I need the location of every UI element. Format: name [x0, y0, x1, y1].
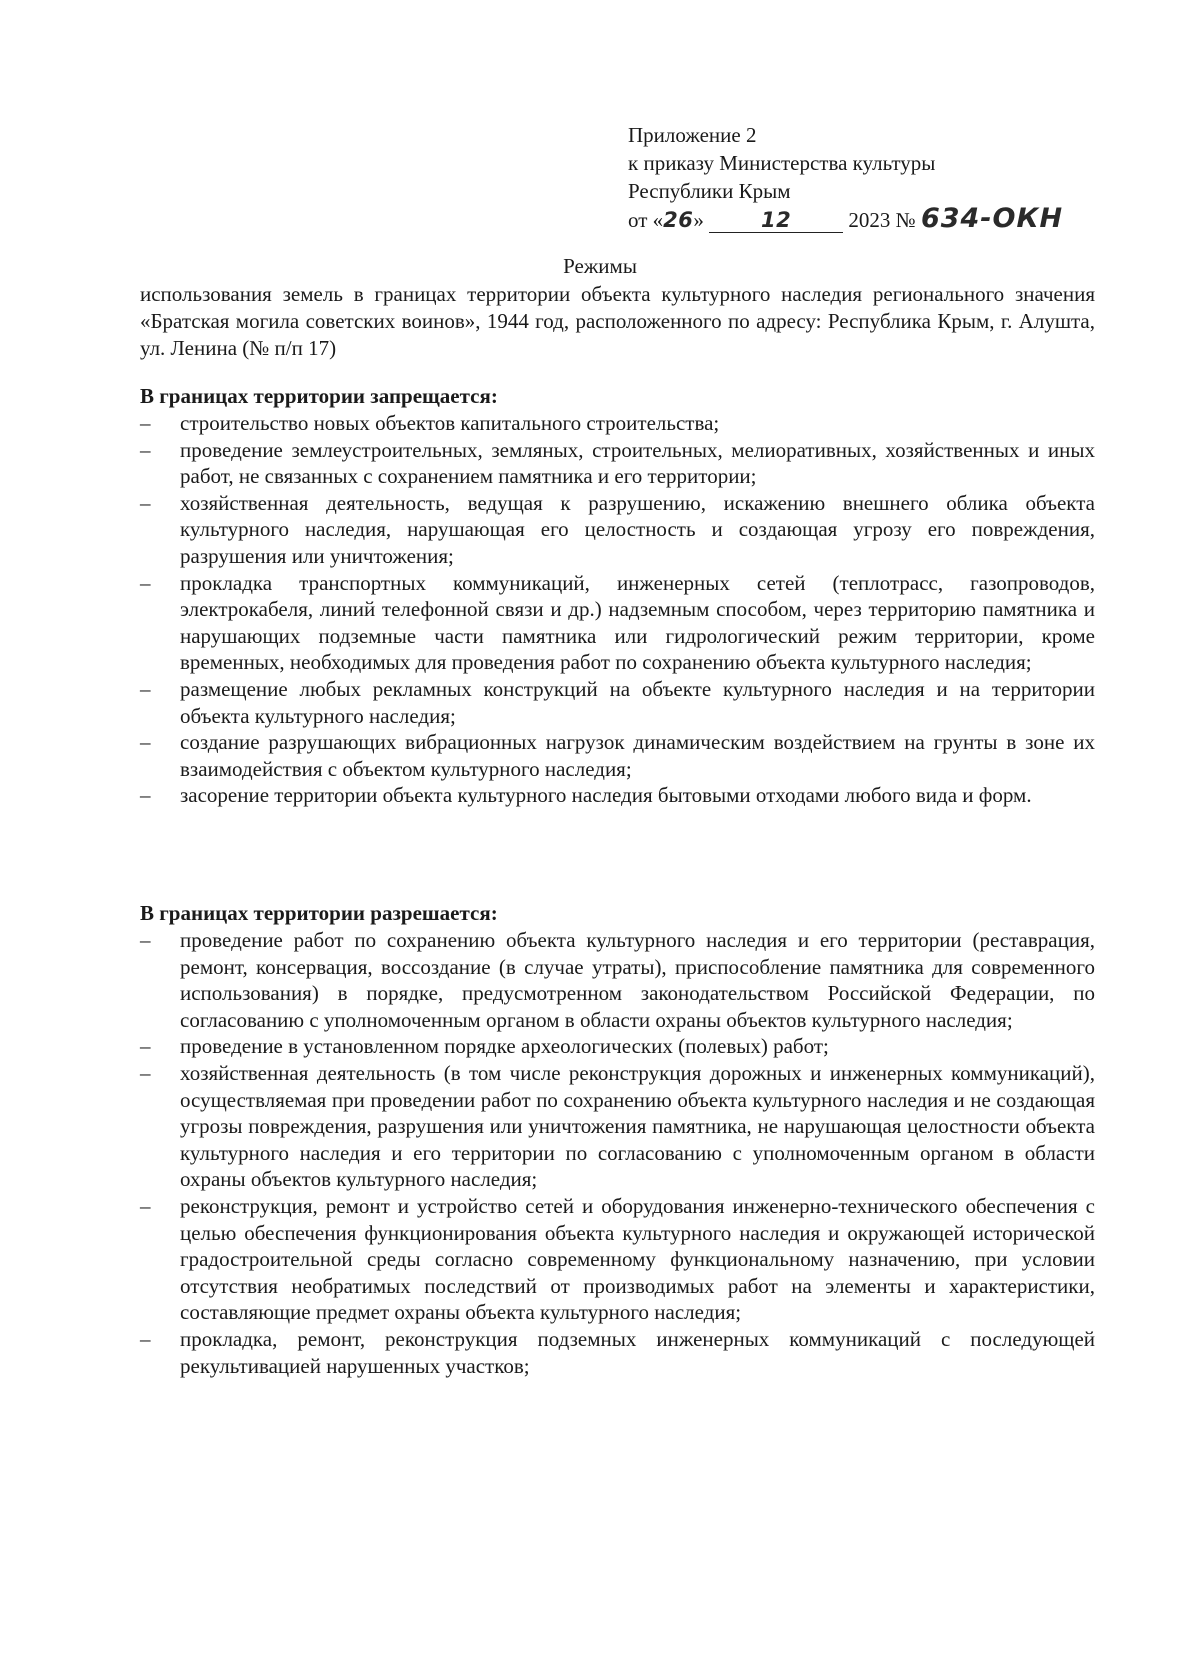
- document-title: Режимы: [563, 254, 637, 278]
- republic-name: Республики Крым: [628, 179, 791, 203]
- allowed-list: [140, 927, 1095, 1379]
- list-item-text: прокладка, ремонт, реконструкция подземных инженерных коммуникаций с последующей рекультивацией нарушенных участков;: [180, 1326, 1095, 1378]
- date-day: 26: [663, 208, 694, 232]
- list-item-text: проведение работ по сохранению объекта культурного наследия и его территории (реставрация, ремонт, консервация, воссоздание (в случае утраты), приспособление памятника для современного использования) в порядке, предусмотренном законодательством Российской Федерации, по согласованию с уполномоченным органом в области охраны объектов культурного наследия;: [180, 928, 1095, 1032]
- list-item-text: реконструкция, ремонт и устройство сетей и оборудования инженерно-технического обеспечения с целью обеспечения функционирования объекта культурного наследия и окружающей исторической градостроительной среды согласно современному функциональному назначению, при условии отсутствия необратимых последствий от производимых работ на элементы и характеристики, составляющие предмет охраны объекта культурного наследия;: [180, 1193, 1095, 1325]
- list-dash: –: [140, 490, 151, 515]
- list-dash: –: [140, 676, 151, 701]
- list-item: [140, 729, 1095, 782]
- forbidden-heading: В границах территории запрещается:: [140, 384, 498, 408]
- list-item: [140, 1060, 1095, 1193]
- list-item: [140, 410, 1095, 437]
- list-dash: –: [140, 1193, 151, 1218]
- list-dash: –: [140, 1326, 151, 1351]
- list-item: [140, 676, 1095, 729]
- allowed-heading: В границах территории разрешается:: [140, 901, 498, 925]
- list-item: [140, 782, 1095, 809]
- list-dash: –: [140, 570, 151, 595]
- list-item-text: размещение любых рекламных конструкций на объекте культурного наследия и на территории объекта культурного наследия;: [180, 676, 1095, 728]
- document-intro: использования земель в границах территории объекта культурного наследия регионального значения «Братская могила советских воинов», 1944 год, расположенного по адресу: Республика Крым, г. Алушта, ул. Ленина (№ п/п 17): [140, 282, 1095, 360]
- list-dash: –: [140, 437, 151, 462]
- date-month: 12: [761, 208, 792, 232]
- list-item: [140, 1033, 1095, 1060]
- forbidden-list: [140, 410, 1095, 809]
- list-dash: –: [140, 411, 151, 435]
- appendix-header: [628, 121, 1088, 234]
- list-dash: –: [140, 1060, 151, 1085]
- list-item-text: засорение территории объекта культурного наследия бытовыми отходами любого вида и форм.: [180, 783, 1032, 808]
- date-quote-close: »: [693, 208, 704, 232]
- list-item-text: проведение в установленном порядке археологических (полевых) работ;: [180, 1034, 829, 1059]
- list-dash: –: [140, 928, 151, 952]
- order-number: 634-ОКН: [920, 203, 1064, 234]
- list-dash: –: [140, 783, 151, 808]
- list-item-text: хозяйственная деятельность, ведущая к разрушению, искажению внешнего облика объекта культурного наследия, нарушающая его целостность и создающая угрозу его повреждения, разрушения или уничтожения;: [180, 490, 1095, 568]
- order-reference: к приказу Министерства культуры: [628, 151, 936, 175]
- list-item: [140, 927, 1095, 1033]
- list-item: [140, 570, 1095, 676]
- appendix-number: Приложение 2: [628, 123, 757, 147]
- date-year: 2023 №: [848, 208, 916, 232]
- list-item: [140, 437, 1095, 490]
- list-item-text: прокладка транспортных коммуникаций, инженерных сетей (теплотрасс, газопроводов, электрокабеля, линий телефонной связи и др.) надземным способом, через территорию памятника и нарушающих подземные части памятника или гидрологический режим территории, кроме временных, необходимых для проведения работ по сохранению объекта культурного наследия;: [180, 570, 1095, 675]
- date-prefix: от «: [628, 208, 664, 232]
- list-item-text: хозяйственная деятельность (в том числе реконструкция дорожных и инженерных коммуникаций), осуществляемая при проведении работ по сохранению объекта культурного наследия и не создающая угрозы повреждения, разрушения или уничтожения памятника, не нарушающая целостности объекта культурного наследия и его территории по согласованию с уполномоченным органом в области охраны объектов культурного наследия;: [180, 1060, 1095, 1192]
- list-item: [140, 1193, 1095, 1326]
- list-item-text: строительство новых объектов капитального строительства;: [180, 411, 720, 435]
- list-dash: –: [140, 1034, 151, 1059]
- order-date-line: [628, 205, 1088, 234]
- list-dash: –: [140, 730, 151, 755]
- list-item: [140, 490, 1095, 570]
- list-item: [140, 1326, 1095, 1379]
- list-item-text: создание разрушающих вибрационных нагрузок динамическим воздействием на грунты в зоне их взаимодействия с объектом культурного наследия;: [180, 730, 1095, 781]
- list-item-text: проведение землеустроительных, земляных, строительных, мелиоративных, хозяйственных и иных работ, не связанных с сохранением памятника и его территории;: [180, 437, 1095, 489]
